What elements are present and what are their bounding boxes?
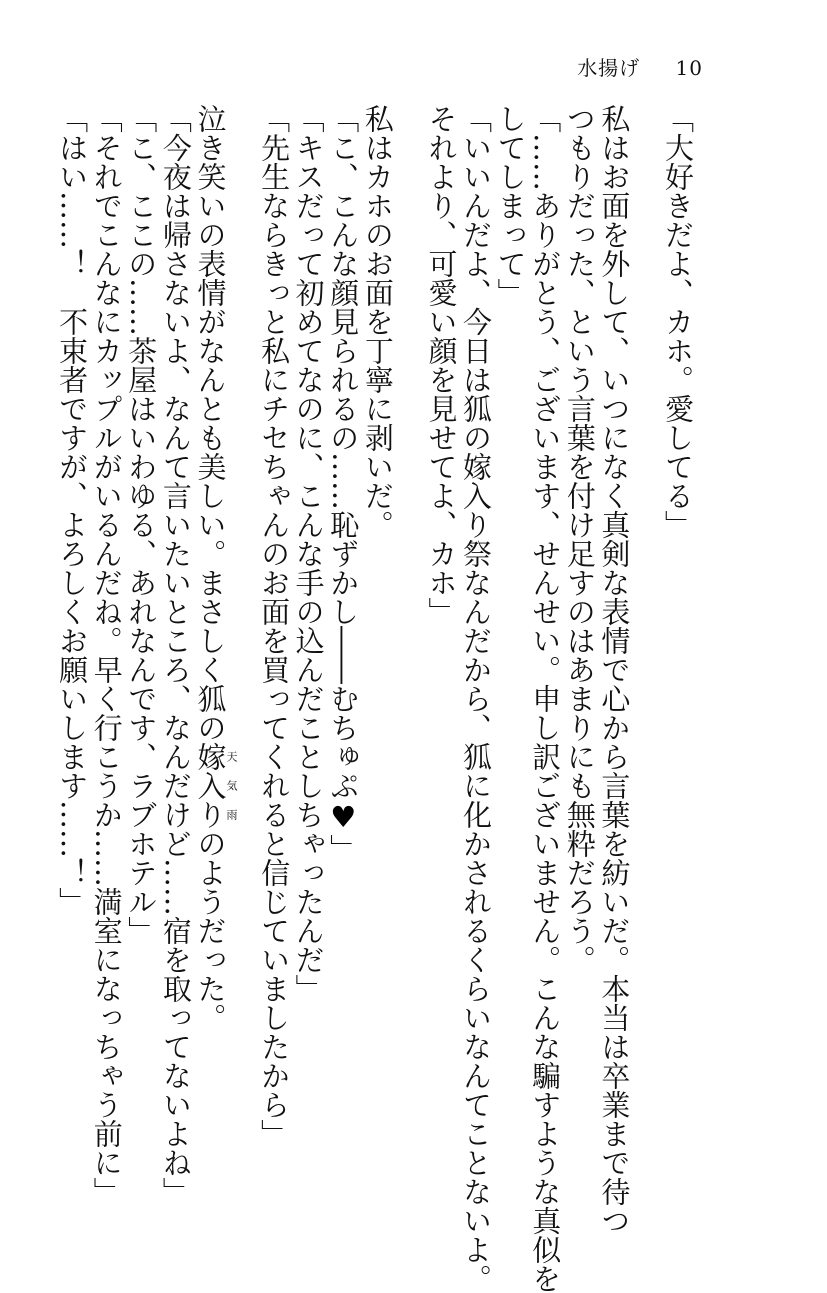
text-line: 「いいんだよ、今日は狐の嫁入り祭なんだから、狐に化かされるくらいなんてことないよ。 [459, 104, 494, 1293]
ruby-base: 嫁入り [193, 742, 228, 829]
text-line-with-ruby [193, 104, 257, 1114]
text-line: つもりだった、という言葉を付け足すのはあまりにも無粋だろう。 [562, 104, 597, 974]
page-header [577, 52, 703, 81]
body-text [55, 104, 696, 1293]
text-line-with-heart [326, 104, 361, 1114]
text-line: してしまって」 [493, 104, 528, 307]
text-line: 「先生ならきっと私にチセちゃんのお面を買ってくれると信じていましたから」 [257, 104, 292, 1148]
text-segment: 」 [326, 834, 361, 863]
text-line: 私はお面を外して、いつになく真剣な表情で心から言葉を紡いだ。本当は卒業まで待つ [597, 104, 632, 1235]
heart-icon: ♥ [326, 800, 361, 834]
text-line: 「大好きだよ、カホ。愛してる」 [661, 104, 695, 539]
text-line: 「それでこんなにカップルがいるんだね。早く行こうか……満室になっちゃう前に」 [89, 104, 124, 1206]
ruby-annotation [193, 742, 238, 829]
text-line: 私はカホのお面を丁寧に剥いだ。 [360, 104, 395, 539]
text-line: 「今夜は帰さないよ、なんて言いたいところ、なんだけど……宿を取ってないよね」 [158, 104, 193, 1206]
page-number: 10 [675, 56, 703, 80]
text-segment: 泣き笑いの表情がなんとも美しい。まさしく狐の [193, 104, 228, 742]
chapter-title: 水揚げ [577, 56, 641, 80]
text-line: 「はい……！ 不束者ですが、よろしくお願いします……！」 [55, 104, 90, 916]
text-line: 「キスだって初めてなのに、こんな手の込んだことしちゃったんだ」 [291, 104, 326, 1003]
text-segment: 「こ、こんな顔見られるの……恥ずかし――むちゅぷ [326, 104, 361, 800]
ruby-text: 天気雨 [224, 742, 238, 829]
text-line: 「……ありがとう、ございます、せんせい。申し訳ございません。こんな騙すような真似を [528, 104, 563, 1293]
text-line: それより、可愛い顔を見せてよ、カホ」 [424, 104, 459, 626]
text-line: 「こ、ここの……茶屋はいわゆる、あれなんです、ラブホテル」 [124, 104, 159, 945]
text-segment: のようだった。 [193, 829, 228, 1032]
